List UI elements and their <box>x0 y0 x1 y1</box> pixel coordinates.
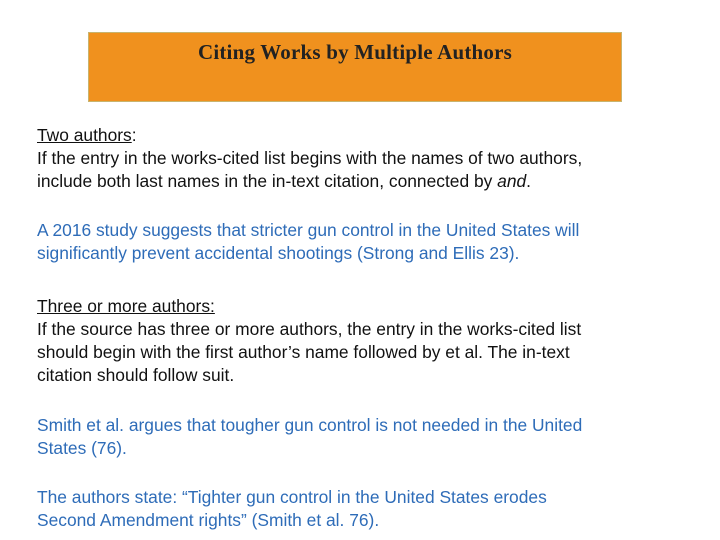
three-authors-section <box>37 295 687 387</box>
example-line: States (76). <box>37 438 127 458</box>
example-two-authors <box>37 219 687 265</box>
example-line: significantly prevent accidental shootings (Strong and Ellis 23). <box>37 243 520 263</box>
three-authors-heading: Three or more authors: <box>37 296 215 316</box>
example-line: Smith et al. argues that tougher gun control is not needed in the United <box>37 415 583 435</box>
emphasis-and: and <box>497 171 527 191</box>
example-line: The authors state: “Tighter gun control in the United States erodes <box>37 487 547 507</box>
example-et-al-paraphrase <box>37 414 687 460</box>
page-title: Citing Works by Multiple Authors <box>197 40 513 64</box>
example-line: Second Amendment rights” (Smith et al. 76). <box>37 510 380 530</box>
two-authors-rule-line-1: If the entry in the works-cited list begins with the names of two authors, <box>37 148 583 168</box>
three-authors-rule-line-2: should begin with the first author’s name followed by et al. The in-text <box>37 342 570 362</box>
three-authors-rule-line-3: citation should follow suit. <box>37 365 235 385</box>
three-authors-rule-line-1: If the source has three or more authors, the entry in the works-cited list <box>37 319 582 339</box>
two-authors-section <box>37 124 687 193</box>
two-authors-heading: Two authors <box>37 125 132 145</box>
example-line: A 2016 study suggests that stricter gun control in the United States will <box>37 220 580 240</box>
example-et-al-quote <box>37 486 687 532</box>
two-authors-heading-line: Two authors: <box>37 125 137 145</box>
title-banner <box>88 32 622 102</box>
two-authors-rule-line-2: include both last names in the in-text citation, connected by and. <box>37 171 532 191</box>
